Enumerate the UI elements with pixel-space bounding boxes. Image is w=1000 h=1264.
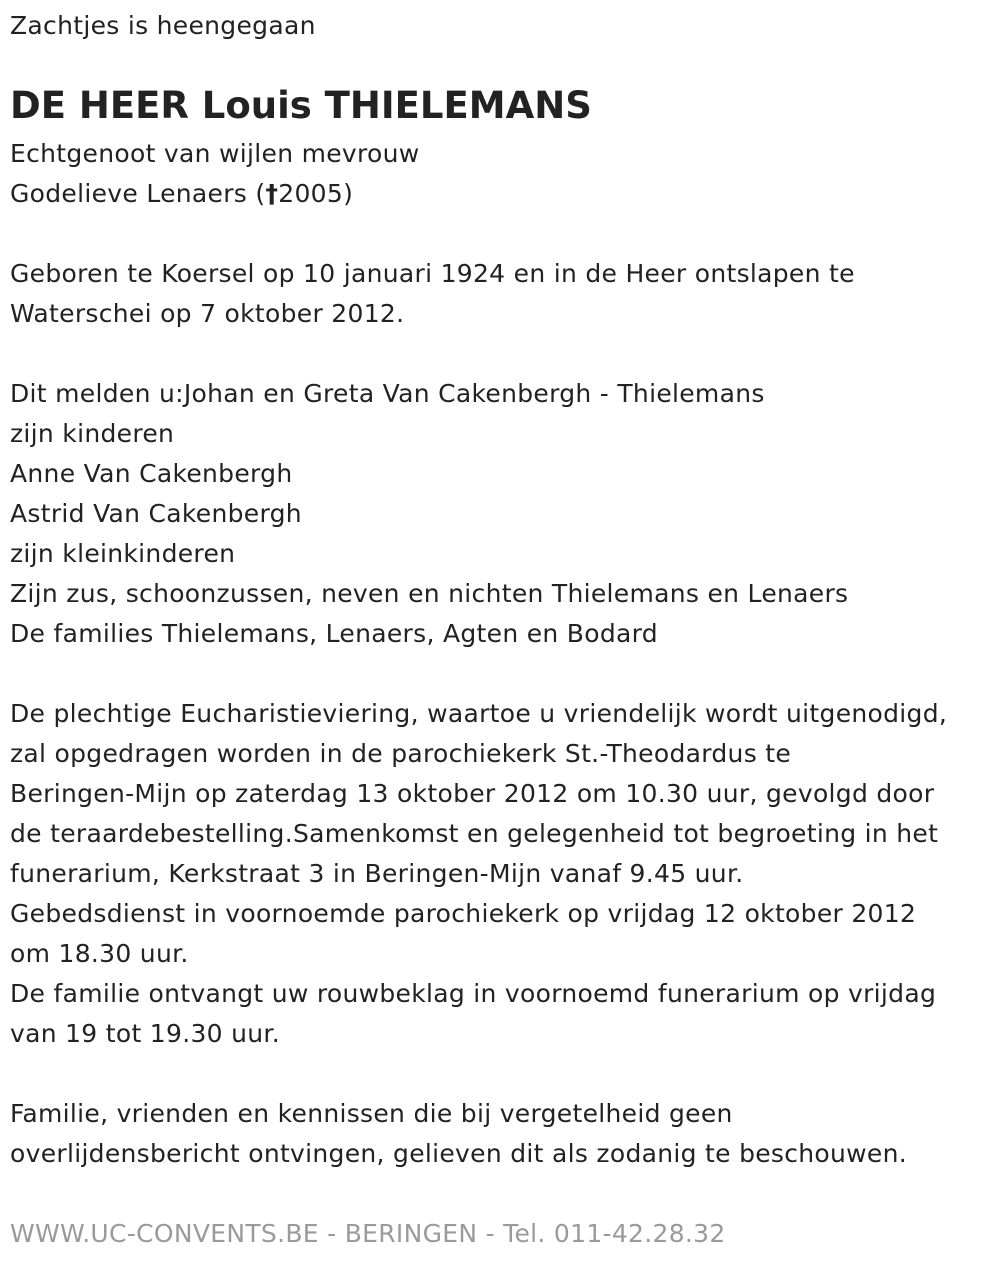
announcer-line: Astrid Van Cakenbergh (10, 499, 302, 528)
announcer-line: zijn kinderen (10, 419, 175, 448)
birth-death-line: Waterschei op 7 oktober 2012. (10, 299, 405, 328)
closing-line: overlijdensbericht ontvingen, gelieven dit als zodanig te beschouwen. (10, 1139, 907, 1168)
ceremony-line: Gebedsdienst in voornoemde parochiekerk op vrijdag 12 oktober 2012 (10, 899, 917, 928)
footer-contact: WWW.UC-CONVENTS.BE - BERINGEN - Tel. 011-42.28.32 (10, 1219, 726, 1248)
spouse-line-1: Echtgenoot van wijlen mevrouw (10, 139, 420, 168)
ceremony-line: De familie ontvangt uw rouwbeklag in voornoemd funerarium op vrijdag (10, 979, 937, 1008)
spouse-line-2 (10, 174, 420, 214)
ceremony-line: de teraardebestelling.Samenkomst en gelegenheid tot begroeting in het (10, 819, 939, 848)
spouse-block (10, 134, 420, 214)
closing-line: Familie, vrienden en kennissen die bij vergetelheid geen (10, 1099, 733, 1128)
birth-death-line: Geboren te Koersel op 10 januari 1924 en in de Heer ontslapen te (10, 259, 855, 288)
spouse-name: Godelieve Lenaers ( (10, 179, 266, 208)
ceremony-line: funerarium, Kerkstraat 3 in Beringen-Mijn vanaf 9.45 uur. (10, 859, 744, 888)
ceremony-line: De plechtige Eucharistieviering, waartoe u vriendelijk wordt uitgenodigd, (10, 699, 948, 728)
birth-death-block (10, 254, 855, 334)
announcer-line: Dit melden u:Johan en Greta Van Cakenbergh - Thielemans (10, 379, 765, 408)
spouse-death-year: 2005) (278, 179, 354, 208)
announcer-line: Anne Van Cakenbergh (10, 459, 293, 488)
cross-icon: † (265, 179, 279, 208)
ceremony-block (10, 694, 947, 1054)
announcers-block (10, 374, 848, 654)
ceremony-line: Beringen-Mijn op zaterdag 13 oktober 2012 om 10.30 uur, gevolgd door (10, 779, 935, 808)
announcer-line: De families Thielemans, Lenaers, Agten en Bodard (10, 619, 658, 648)
ceremony-line: zal opgedragen worden in de parochiekerk St.-Theodardus te (10, 739, 792, 768)
announcer-line: Zijn zus, schoonzussen, neven en nichten Thielemans en Lenaers (10, 579, 849, 608)
closing-block (10, 1094, 907, 1174)
intro-text: Zachtjes is heengegaan (10, 11, 316, 40)
ceremony-line: van 19 tot 19.30 uur. (10, 1019, 280, 1048)
ceremony-line: om 18.30 uur. (10, 939, 189, 968)
deceased-name: DE HEER Louis THIELEMANS (10, 84, 592, 127)
announcer-line: zijn kleinkinderen (10, 539, 236, 568)
